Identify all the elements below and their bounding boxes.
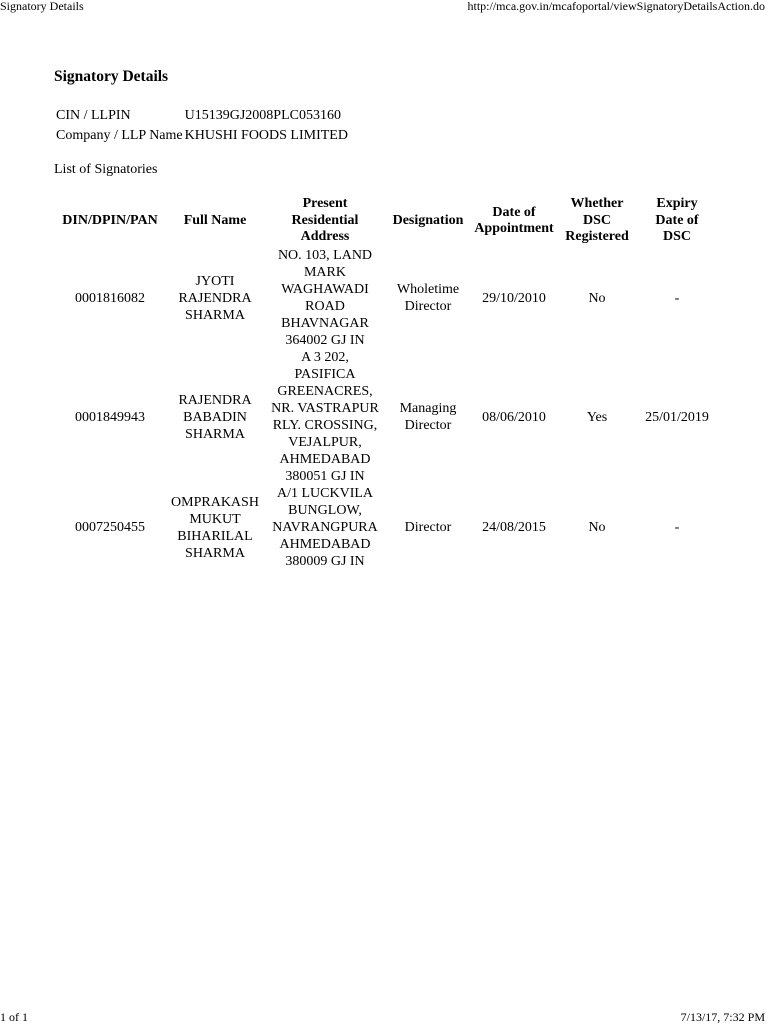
cell-date-of-appointment: 08/06/2010 — [482, 409, 546, 425]
cell-date-of-appointment: 24/08/2015 — [482, 520, 546, 535]
print-footer-timestamp: 7/13/17, 7:32 PM — [680, 1010, 765, 1024]
company-name-value: KHUSHI FOODS LIMITED — [184, 128, 348, 143]
cell-dsc-registered: Yes — [586, 409, 608, 425]
cell-din: 0001816082 — [75, 290, 145, 306]
header-full-name: Full Name — [183, 212, 247, 228]
cell-address: A/1 LUCKVILA BUNGLOW, NAVRANGPURA AHMEDABAD 380009 GJ IN — [272, 486, 378, 569]
header-din: DIN/DPIN/PAN — [62, 212, 158, 228]
cell-designation: Managing Director — [399, 401, 457, 433]
cell-full-name: JYOTI RAJENDRA SHARMA — [178, 273, 252, 323]
print-header-url: http://mca.gov.in/mcafoportal/viewSignatoryDetailsAction.do — [467, 0, 765, 13]
cell-full-name: RAJENDRA BABADIN SHARMA — [178, 392, 252, 442]
cell-expiry-date: 25/01/2019 — [645, 409, 709, 425]
table-header-row — [54, 195, 718, 247]
header-dsc-registered: Whether DSC Registered — [565, 196, 629, 245]
page-title: Signatory Details — [54, 68, 169, 85]
cell-dsc-registered: No — [588, 520, 606, 535]
table-row — [54, 247, 718, 349]
cin-label: CIN / LLPIN — [56, 108, 131, 123]
header-expiry-date: Expiry Date of DSC — [655, 196, 699, 245]
header-address: Present Residential Address — [291, 196, 359, 245]
table-row — [54, 485, 718, 570]
cell-address: NO. 103, LAND MARK WAGHAWADI ROAD BHAVNAGAR 364002 GJ IN — [277, 248, 373, 348]
cin-row — [54, 106, 350, 126]
cell-din: 0007250455 — [75, 520, 145, 535]
header-designation: Designation — [392, 212, 464, 228]
cell-designation: Wholetime Director — [396, 282, 460, 314]
cin-value: U15139GJ2008PLC053160 — [184, 108, 341, 123]
cell-expiry-date: - — [674, 520, 680, 535]
company-name-label: Company / LLP Name — [56, 128, 183, 143]
table-row — [54, 349, 718, 485]
cell-designation: Director — [404, 520, 452, 535]
cell-dsc-registered: No — [588, 290, 606, 306]
company-info-table — [54, 106, 350, 146]
cell-address: A 3 202, PASIFICA GREENACRES, NR. VASTRAPUR RLY. CROSSING, VEJALPUR, AHMEDABAD 380051 GJ IN — [271, 350, 379, 484]
header-date-of-appointment: Date of Appointment — [474, 204, 554, 236]
print-footer-page-count: 1 of 1 — [0, 1010, 28, 1024]
cell-full-name: OMPRAKASH MUKUT BIHARILAL SHARMA — [171, 494, 259, 561]
list-of-signatories-label: List of Signatories — [54, 162, 158, 177]
cell-din: 0001849943 — [75, 409, 145, 425]
cell-date-of-appointment: 29/10/2010 — [482, 290, 546, 306]
signatories-table — [54, 195, 718, 570]
cell-expiry-date: - — [674, 290, 680, 306]
print-header-title: Signatory Details — [0, 0, 84, 13]
company-name-row — [54, 126, 350, 146]
